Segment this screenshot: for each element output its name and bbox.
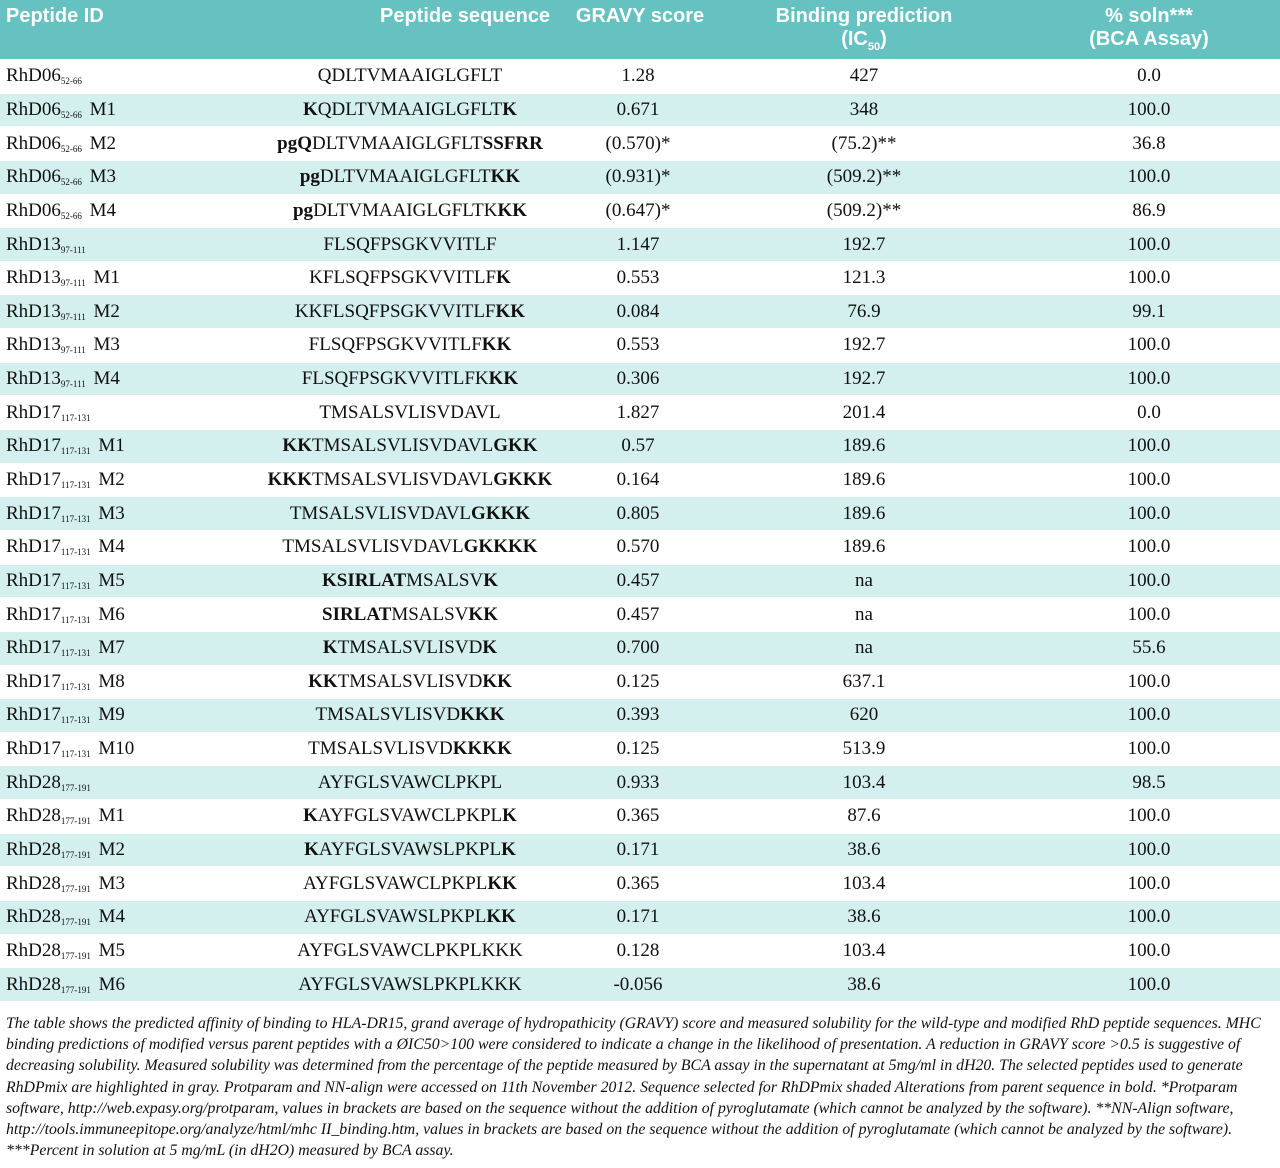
peptide-id-cell: $RhD28_{177-191}$ M5	[0, 934, 250, 968]
peptide-id-cell: $RhD28_{177-191}$ M3	[0, 866, 250, 900]
solubility-cell: 99.1	[1018, 294, 1280, 328]
col-header-sequence: Peptide sequence	[250, 0, 570, 59]
peptide-id-cell: $RhD17_{117-131}$ M10	[0, 732, 250, 766]
binding-prediction-cell: 103.4	[710, 934, 1018, 968]
table-row	[0, 866, 1280, 900]
sequence-alteration: KK	[308, 670, 338, 692]
gravy-score-cell: 0.306	[570, 362, 710, 396]
binding-prediction-cell: 38.6	[710, 967, 1018, 1001]
peptide-id-cell: $RhD17_{117-131}$ M4	[0, 530, 250, 564]
table-row	[0, 597, 1280, 631]
table-row	[0, 530, 1280, 564]
sequence-alteration: pg	[292, 199, 314, 221]
sequence-alteration: KK	[486, 906, 516, 928]
peptide-sequence-cell	[250, 294, 570, 328]
binding-prediction-cell: 192.7	[710, 328, 1018, 362]
peptide-sequence-cell	[250, 732, 570, 766]
sequence-alteration: K	[502, 98, 517, 120]
gravy-score-cell: 0.084	[570, 294, 710, 328]
table-row	[0, 126, 1280, 160]
binding-prediction-cell: 189.6	[710, 429, 1018, 463]
peptide-sequence-cell	[250, 765, 570, 799]
binding-prediction-cell: 189.6	[710, 496, 1018, 530]
peptide-id-cell: $RhD06_{52-66}$ M1	[0, 93, 250, 127]
peptide-sequence-cell	[250, 866, 570, 900]
gravy-score-cell: 0.171	[570, 833, 710, 867]
sequence-segment: QDLTVMAAIGLGFLT	[317, 65, 503, 87]
sequence-segment: MSALSV	[406, 569, 484, 591]
solubility-cell: 100.0	[1018, 496, 1280, 530]
peptide-sequence-cell	[250, 900, 570, 934]
solubility-cell: 100.0	[1018, 564, 1280, 598]
table-row	[0, 463, 1280, 497]
peptide-id-cell: $RhD13_{97-111}$ M1	[0, 261, 250, 295]
peptide-sequence-cell	[250, 698, 570, 732]
peptide-id-cell: $RhD06_{52-66}$ M2	[0, 126, 250, 160]
binding-prediction-cell: (509.2)**	[710, 194, 1018, 228]
peptide-sequence-cell	[250, 429, 570, 463]
gravy-score-cell: 0.457	[570, 597, 710, 631]
sequence-segment: MSALSV	[391, 603, 469, 625]
gravy-score-cell: 0.365	[570, 799, 710, 833]
binding-prediction-cell: 201.4	[710, 395, 1018, 429]
sequence-alteration: pgQ	[277, 132, 312, 154]
gravy-score-cell: 0.128	[570, 934, 710, 968]
table-row	[0, 93, 1280, 127]
sequence-segment: FLSQFPSGKVVITLF	[323, 233, 497, 255]
binding-prediction-cell: 189.6	[710, 530, 1018, 564]
peptide-sequence-cell	[250, 395, 570, 429]
sequence-segment: DLTVMAAIGLGFLTK	[313, 199, 498, 221]
solubility-cell: 100.0	[1018, 866, 1280, 900]
solubility-cell: 100.0	[1018, 833, 1280, 867]
sequence-alteration: KK	[490, 166, 521, 188]
solubility-cell: 100.0	[1018, 934, 1280, 968]
solubility-cell: 100.0	[1018, 227, 1280, 261]
solubility-cell: 100.0	[1018, 362, 1280, 396]
table-header	[0, 0, 1280, 59]
peptide-sequence-cell	[250, 463, 570, 497]
peptide-sequence-cell	[250, 194, 570, 228]
solubility-cell: 100.0	[1018, 698, 1280, 732]
gravy-score-cell: 0.365	[570, 866, 710, 900]
sequence-segment: AYFGLSVAWCLPKPL	[317, 771, 503, 793]
peptide-sequence-cell	[250, 597, 570, 631]
sequence-alteration: KK	[497, 199, 528, 221]
gravy-score-cell: 0.553	[570, 328, 710, 362]
sequence-segment: AYFGLSVAWCLPKPL	[317, 805, 503, 827]
sequence-segment: FLSQFPSGKVVITLF	[308, 334, 482, 356]
sequence-alteration: K	[303, 805, 318, 827]
peptide-id-cell: $RhD13_{97-111}$ M2	[0, 294, 250, 328]
binding-prediction-cell: 87.6	[710, 799, 1018, 833]
peptide-id-cell: $RhD17_{117-131}$ M8	[0, 665, 250, 699]
gravy-score-cell: 0.700	[570, 631, 710, 665]
col-header-binding	[710, 0, 1018, 59]
table-row	[0, 496, 1280, 530]
sequence-alteration: KK	[282, 435, 312, 457]
sequence-alteration: KK	[468, 603, 498, 625]
binding-header-ic: (IC	[841, 28, 868, 50]
peptide-id-cell: $RhD17_{117-131}$ M1	[0, 429, 250, 463]
peptide-sequence-cell	[250, 564, 570, 598]
sequence-alteration: K	[496, 267, 511, 289]
solubility-cell: 100.0	[1018, 597, 1280, 631]
soln-header-line2: (BCA Assay)	[1089, 28, 1209, 50]
gravy-score-cell: 1.28	[570, 59, 710, 93]
gravy-score-cell: (0.931)*	[570, 160, 710, 194]
peptide-sequence-cell	[250, 934, 570, 968]
sequence-alteration: K	[502, 805, 517, 827]
binding-prediction-cell: 38.6	[710, 833, 1018, 867]
sequence-alteration: GKKKK	[463, 536, 538, 558]
sequence-alteration: K	[501, 839, 516, 861]
gravy-score-cell: 0.805	[570, 496, 710, 530]
peptide-sequence-cell	[250, 833, 570, 867]
sequence-segment: AYFGLSVAWSLPKPLKKK	[298, 973, 522, 995]
peptide-sequence-cell	[250, 59, 570, 93]
binding-prediction-cell: 192.7	[710, 362, 1018, 396]
gravy-score-cell: 0.553	[570, 261, 710, 295]
solubility-cell: 100.0	[1018, 900, 1280, 934]
solubility-cell: 100.0	[1018, 732, 1280, 766]
table-row	[0, 429, 1280, 463]
peptide-sequence-cell	[250, 362, 570, 396]
peptide-id-cell: $RhD06_{52-66}$	[0, 59, 250, 93]
sequence-segment: AYFGLSVAWSLPKPL	[304, 906, 487, 928]
gravy-score-cell: 0.457	[570, 564, 710, 598]
binding-prediction-cell: 192.7	[710, 227, 1018, 261]
peptide-sequence-cell	[250, 328, 570, 362]
peptide-sequence-cell	[250, 126, 570, 160]
table-caption: The table shows the predicted affinity of binding to HLA-DR15, grand average of hydropathicity (GRAVY) score and measured solubility for the wild-type and modified RhD peptide sequences. MHC binding predictions of modified versus parent peptides with a ØIC50>100 were considered to indicate a change in the likelihood of presentation. A reduction in GRAVY score >0.5 is suggestive of decreasing solubility. Measured solubility was determined from the percentage of the peptide measured by BCA assay in the supernatant at 5mg/ml in dH20. The selected peptides used to generate RhDPmix are highlighted in gray. Protparam and NN-align were accessed on 11th November 2012. Sequence selected for RhDPmix shaded Alterations from parent sequence in bold. *Protparam software, http://web.expasy.org/protparam, values in brackets are based on the sequence without the addition of pyroglutamate (which cannot be analyzed by the software). **NN-Align software, http://tools.immuneepitope.org/analyze/html/mhc II_binding.htm, values in brackets are based on the sequence without the addition of pyroglutamate (which cannot be analyzed by the software). ***Percent in solution at 5 mg/mL (in dH2O) measured by BCA assay.	[6, 1015, 1261, 1160]
binding-prediction-cell: (509.2)**	[710, 160, 1018, 194]
peptide-id-cell: $RhD28_{177-191}$ M1	[0, 799, 250, 833]
sequence-alteration: KK	[495, 300, 526, 322]
binding-prediction-cell: 189.6	[710, 463, 1018, 497]
solubility-cell: 100.0	[1018, 665, 1280, 699]
solubility-cell: 100.0	[1018, 530, 1280, 564]
sequence-alteration: KK	[487, 872, 517, 894]
binding-header-line2	[714, 28, 1014, 59]
gravy-score-cell: 0.171	[570, 900, 710, 934]
gravy-score-cell: 0.570	[570, 530, 710, 564]
binding-prediction-cell: na	[710, 631, 1018, 665]
peptide-id-cell: $RhD17_{117-131}$ M2	[0, 463, 250, 497]
gravy-score-cell: 0.393	[570, 698, 710, 732]
sequence-segment: TMSALSVLISVDAVL	[282, 536, 464, 558]
peptide-id-cell: $RhD17_{117-131}$ M7	[0, 631, 250, 665]
peptide-id-cell: $RhD17_{117-131}$ M3	[0, 496, 250, 530]
peptide-sequence-cell	[250, 967, 570, 1001]
table-row	[0, 564, 1280, 598]
solubility-cell: 100.0	[1018, 261, 1280, 295]
peptide-id-cell: $RhD13_{97-111}$	[0, 227, 250, 261]
table-row	[0, 362, 1280, 396]
table-row	[0, 160, 1280, 194]
peptide-sequence-cell	[250, 799, 570, 833]
peptide-sequence-cell	[250, 496, 570, 530]
peptide-id-cell: $RhD17_{117-131}$ M6	[0, 597, 250, 631]
peptide-id-cell: $RhD06_{52-66}$ M3	[0, 160, 250, 194]
table-row	[0, 900, 1280, 934]
sequence-alteration: SIRLAT	[322, 603, 392, 625]
sequence-segment: TMSALSVLISVD	[337, 670, 483, 692]
sequence-segment: DLTVMAAIGLGFLT	[312, 132, 483, 154]
gravy-score-cell: (0.647)*	[570, 194, 710, 228]
sequence-alteration: SSFRR	[482, 132, 543, 154]
peptide-id-cell: $RhD28_{177-191}$ M4	[0, 900, 250, 934]
solubility-cell: 100.0	[1018, 93, 1280, 127]
peptide-id-cell: $RhD28_{177-191}$ M6	[0, 967, 250, 1001]
sequence-segment: AYFGLSVAWSLPKPL	[318, 839, 502, 861]
solubility-cell: 100.0	[1018, 160, 1280, 194]
peptide-sequence-cell	[250, 160, 570, 194]
solubility-cell: 100.0	[1018, 799, 1280, 833]
gravy-score-cell: 1.827	[570, 395, 710, 429]
sequence-segment: TMSALSVLISVDAVL	[311, 469, 494, 490]
peptide-sequence-cell	[250, 530, 570, 564]
table-body	[0, 59, 1280, 1001]
sequence-segment: TMSALSVLISVDAVL	[319, 401, 501, 423]
peptide-id-cell: $RhD06_{52-66}$ M4	[0, 194, 250, 228]
table-row	[0, 631, 1280, 665]
binding-prediction-cell: na	[710, 564, 1018, 598]
sequence-alteration: K	[483, 569, 498, 591]
col-header-peptide-id: Peptide ID	[0, 0, 250, 59]
table-row	[0, 395, 1280, 429]
peptide-id-cell: $RhD28_{177-191}$ M2	[0, 833, 250, 867]
table-row	[0, 698, 1280, 732]
sequence-segment: KKFLSQFPSGKVVITLF	[294, 300, 496, 322]
solubility-cell: 86.9	[1018, 194, 1280, 228]
binding-prediction-cell: na	[710, 597, 1018, 631]
peptide-sequence-cell	[250, 261, 570, 295]
table-row	[0, 328, 1280, 362]
peptide-sequence-cell	[250, 227, 570, 261]
col-header-gravy: GRAVY score	[570, 0, 710, 59]
solubility-cell: 98.5	[1018, 765, 1280, 799]
gravy-score-cell: -0.056	[570, 967, 710, 1001]
peptide-sequence-cell	[250, 631, 570, 665]
solubility-cell: 100.0	[1018, 967, 1280, 1001]
peptide-id-cell: $RhD17_{117-131}$	[0, 395, 250, 429]
binding-prediction-cell: 38.6	[710, 900, 1018, 934]
sequence-alteration: KK	[488, 368, 519, 390]
binding-prediction-cell: 103.4	[710, 866, 1018, 900]
col-header-soln	[1018, 0, 1280, 59]
sequence-alteration: KKK	[267, 469, 312, 490]
table-row	[0, 294, 1280, 328]
solubility-cell: 100.0	[1018, 463, 1280, 497]
sequence-segment: TMSALSVLISVD	[308, 738, 453, 760]
soln-header-line1: % soln***	[1105, 5, 1193, 27]
gravy-score-cell: 0.933	[570, 765, 710, 799]
sequence-alteration: K	[303, 98, 318, 120]
peptide-id-cell: $RhD28_{177-191}$	[0, 765, 250, 799]
gravy-score-cell: 0.125	[570, 732, 710, 766]
peptide-id-cell: $RhD17_{117-131}$ M5	[0, 564, 250, 598]
sequence-segment: TMSALSVLISVD	[337, 637, 483, 659]
sequence-segment: TMSALSVLISVDAVL	[289, 502, 472, 524]
gravy-score-cell: 0.125	[570, 665, 710, 699]
table-row	[0, 261, 1280, 295]
sequence-alteration: pg	[299, 166, 320, 188]
table-row	[0, 227, 1280, 261]
sequence-alteration: GKKK	[493, 469, 553, 490]
solubility-cell: 100.0	[1018, 328, 1280, 362]
sequence-segment: DLTVMAAIGLGFLT	[319, 166, 491, 188]
table-row	[0, 799, 1280, 833]
table-row	[0, 967, 1280, 1001]
solubility-cell: 0.0	[1018, 395, 1280, 429]
sequence-alteration: KK	[482, 670, 512, 692]
solubility-cell: 0.0	[1018, 59, 1280, 93]
table-row	[0, 833, 1280, 867]
binding-prediction-cell: 513.9	[710, 732, 1018, 766]
sequence-alteration: K	[482, 637, 498, 659]
peptide-sequence-cell	[250, 665, 570, 699]
sequence-segment: FLSQFPSGKVVITLFK	[301, 368, 489, 390]
gravy-score-cell: 0.671	[570, 93, 710, 127]
solubility-cell: 55.6	[1018, 631, 1280, 665]
binding-header-line1: Binding prediction	[775, 5, 953, 27]
solubility-cell: 36.8	[1018, 126, 1280, 160]
sequence-segment: TMSALSVLISVD	[315, 704, 461, 726]
binding-header-sub: 50	[867, 41, 881, 53]
sequence-alteration: GKKK	[471, 502, 531, 524]
sequence-segment: KFLSQFPSGKVVITLF	[309, 267, 497, 289]
binding-prediction-cell: 76.9	[710, 294, 1018, 328]
sequence-segment: AYFGLSVAWCLPKPLKKK	[297, 939, 523, 961]
sequence-alteration: K	[304, 839, 319, 861]
table-row	[0, 732, 1280, 766]
sequence-alteration: K	[322, 637, 338, 659]
peptide-sequence-cell	[250, 93, 570, 127]
binding-prediction-cell: 637.1	[710, 665, 1018, 699]
sequence-alteration: KKKK	[452, 738, 512, 760]
binding-prediction-cell: 620	[710, 698, 1018, 732]
binding-header-close: )	[880, 28, 887, 50]
sequence-alteration: GKK	[493, 435, 538, 457]
table-row	[0, 59, 1280, 93]
gravy-score-cell: (0.570)*	[570, 126, 710, 160]
sequence-segment: QDLTVMAAIGLGFLT	[317, 98, 503, 120]
binding-prediction-cell: 121.3	[710, 261, 1018, 295]
binding-prediction-cell: 427	[710, 59, 1018, 93]
solubility-cell: 100.0	[1018, 429, 1280, 463]
binding-prediction-cell: (75.2)**	[710, 126, 1018, 160]
gravy-score-cell: 0.57	[570, 429, 710, 463]
gravy-score-cell: 1.147	[570, 227, 710, 261]
sequence-alteration: KSIRLAT	[322, 569, 407, 591]
table-row	[0, 934, 1280, 968]
peptide-id-cell: $RhD13_{97-111}$ M3	[0, 328, 250, 362]
sequence-segment: AYFGLSVAWCLPKPL	[303, 872, 488, 894]
gravy-score-cell: 0.164	[570, 463, 710, 497]
table-row	[0, 194, 1280, 228]
binding-prediction-cell: 348	[710, 93, 1018, 127]
binding-prediction-cell: 103.4	[710, 765, 1018, 799]
table-row	[0, 665, 1280, 699]
table-row	[0, 765, 1280, 799]
peptide-id-cell: $RhD17_{117-131}$ M9	[0, 698, 250, 732]
sequence-alteration: KK	[481, 334, 512, 356]
sequence-alteration: KKK	[460, 704, 505, 726]
peptide-id-cell: $RhD13_{97-111}$ M4	[0, 362, 250, 396]
sequence-segment: TMSALSVLISVDAVL	[311, 435, 494, 457]
